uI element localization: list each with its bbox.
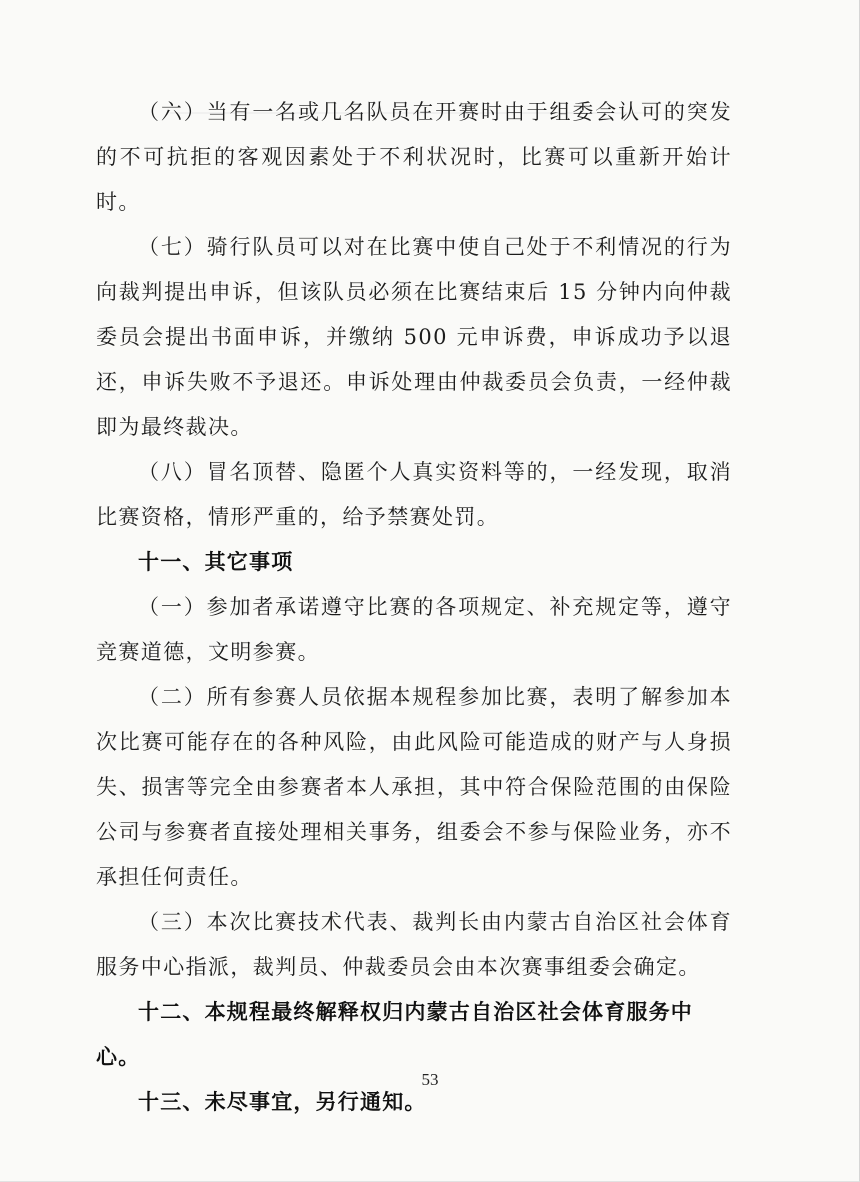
section-11-heading: 十一、其它事项 <box>138 550 294 574</box>
section-11-item-1: （一）参加者承诺遵守比赛的各项规定、补充规定等，遵守竞赛道德，文明参赛。 <box>96 595 732 664</box>
clause-7: （七）骑行队员可以对在比赛中使自己处于不利情况的行为向裁判提出申诉，但该队员必须在比赛结束后 15 分钟内向仲裁委员会提出书面申诉，并缴纳 500 元申诉费，申诉成功予以退还，申诉失败不予退还。申诉处理由仲裁委员会负责，一经仲裁即为最终裁决。 <box>96 235 732 439</box>
page-number: 53 <box>421 1070 439 1089</box>
clause-6: （六）当有一名或几名队员在开赛时由于组委会认可的突发的不可抗拒的客观因素处于不利状况时，比赛可以重新开始计时。 <box>96 100 732 214</box>
clause-8: （八）冒名顶替、隐匿个人真实资料等的，一经发现，取消比赛资格，情形严重的，给予禁赛处罚。 <box>96 460 732 529</box>
section-12-heading: 十二、本规程最终解释权归内蒙古自治区社会体育服务中心。 <box>96 1000 693 1069</box>
document-body <box>96 90 732 1125</box>
section-11-item-3: （三）本次比赛技术代表、裁判长由内蒙古自治区社会体育服务中心指派，裁判员、仲裁委员会由本次赛事组委会确定。 <box>96 910 732 979</box>
section-13-heading: 十三、未尽事宜，另行通知。 <box>138 1090 427 1114</box>
section-11-item-2: （二）所有参赛人员依据本规程参加比赛，表明了解参加本次比赛可能存在的各种风险，由此风险可能造成的财产与人身损失、损害等完全由参赛者本人承担，其中符合保险范围的由保险公司与参赛者直接处理相关事务，组委会不参与保险业务，亦不承担任何责任。 <box>96 685 732 889</box>
